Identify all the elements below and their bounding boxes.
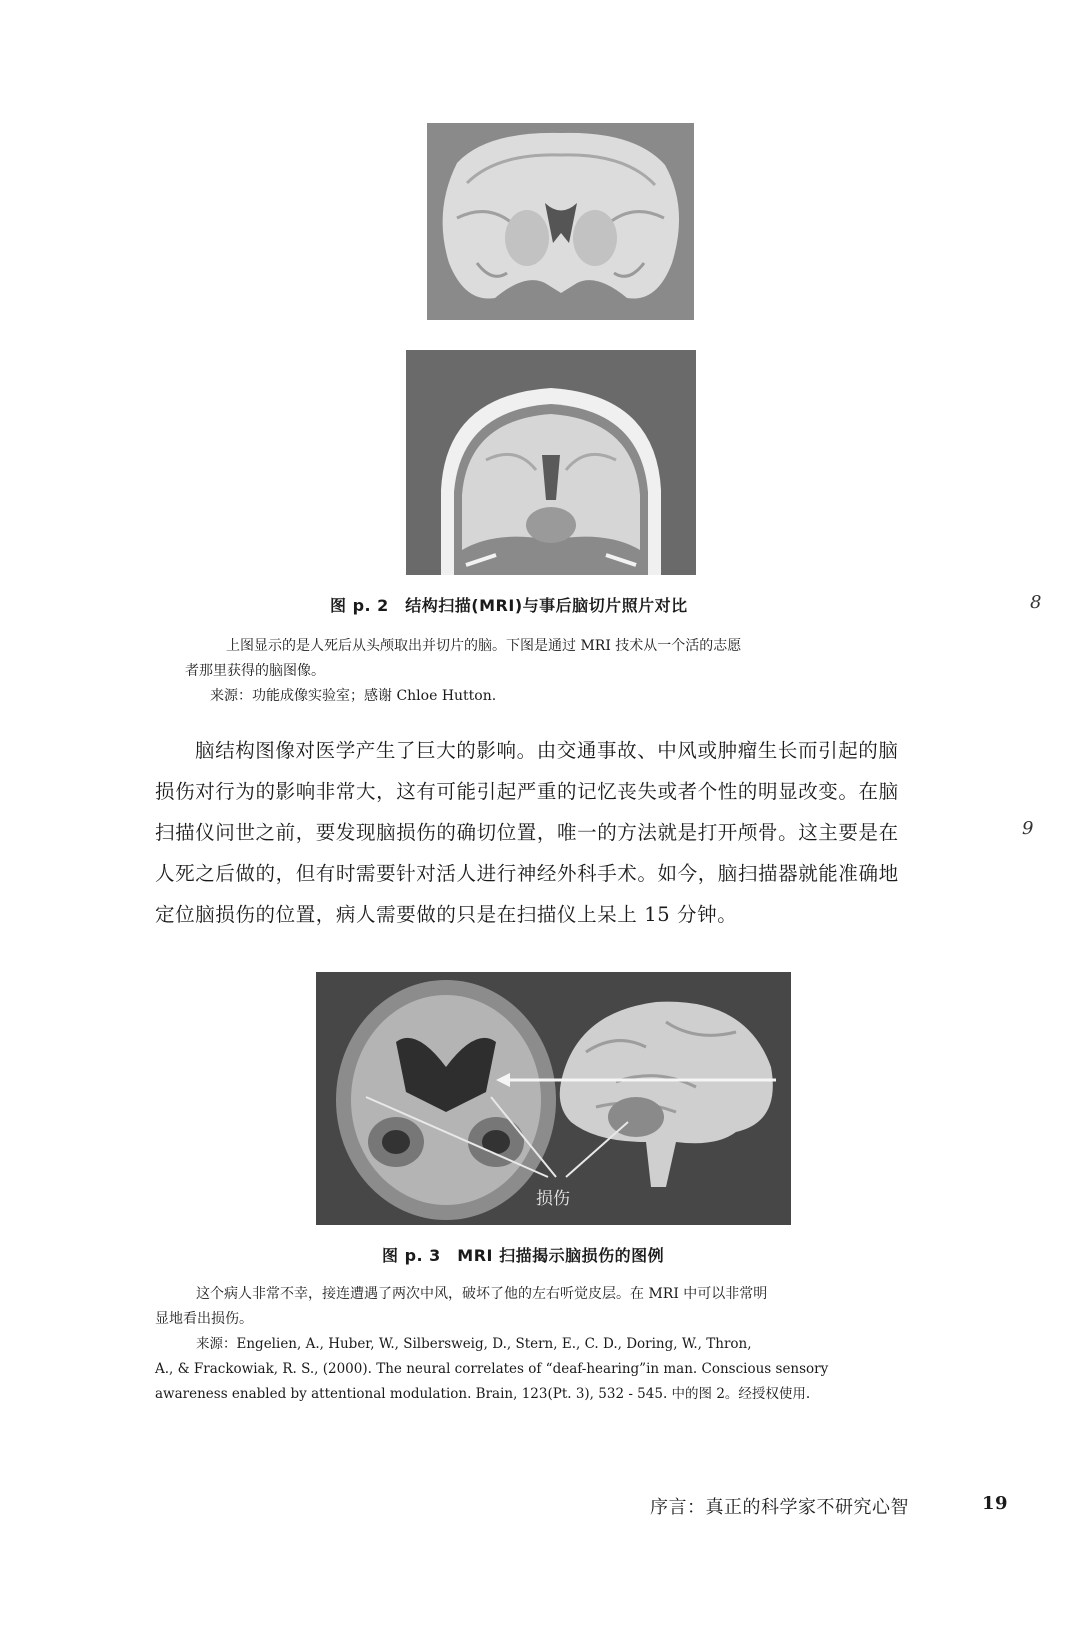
body-line-4: 人死之后做的，但有时需要针对活人进行神经外科手术。如今，脑扫描器就能准确地 bbox=[155, 862, 899, 885]
running-footer-chapter-title: 序言：真正的科学家不研究心智 bbox=[650, 1497, 909, 1518]
body-line-2: 损伤对行为的影响非常大，这有可能引起严重的记忆丧失或者个性的明显改变。在脑 bbox=[155, 780, 899, 803]
margin-page-marker-8: 8 bbox=[1030, 592, 1042, 613]
figure-p3-source-line3: awareness enabled by attentional modulation. Brain, 123(Pt. 3), 532 - 545. 中的图 2。经授权使用. bbox=[155, 1386, 811, 1402]
figure-p3-source-line2: A., & Frackowiak, R. S., (2000). The neural correlates of “deaf-hearing”in man. Conscious sensory bbox=[155, 1361, 829, 1377]
body-line-5: 定位脑损伤的位置，病人需要做的只是在扫描仪上呆上 15 分钟。 bbox=[155, 903, 738, 926]
figure-p3-caption-line1: 这个病人非常不幸，接连遭遇了两次中风，破坏了他的左右听觉皮层。在 MRI 中可以非常明 bbox=[196, 1286, 768, 1302]
brain-slice-photo bbox=[427, 123, 694, 320]
lesion-label: 损伤 bbox=[536, 1189, 570, 1209]
figure-p2-source: 来源：功能成像实验室；感谢 Chloe Hutton. bbox=[210, 688, 497, 704]
figure-p3-title: 图 p. 3 MRI 扫描揭示脑损伤的图例 bbox=[382, 1246, 665, 1265]
figure-p3-caption-line2: 显地看出损伤。 bbox=[155, 1311, 253, 1327]
page-number: 19 bbox=[982, 1493, 1009, 1514]
figure-p2-caption-line1: 上图显示的是人死后从头颅取出并切片的脑。下图是通过 MRI 技术从一个活的志愿 bbox=[226, 638, 742, 654]
figure-p3-source-line1: 来源：Engelien, A., Huber, W., Silbersweig, D., Stern, E., C. D., Doring, W., Thron, bbox=[196, 1336, 752, 1352]
body-line-3: 扫描仪问世之前，要发现脑损伤的确切位置，唯一的方法就是打开颅骨。这主要是在 bbox=[155, 821, 899, 844]
figure-p2-caption-line2: 者那里获得的脑图像。 bbox=[185, 663, 325, 679]
body-line-1: 脑结构图像对医学产生了巨大的影响。由交通事故、中风或肿瘤生长而引起的脑 bbox=[195, 739, 899, 762]
margin-page-marker-9: 9 bbox=[1022, 818, 1034, 839]
mri-lesion-figure bbox=[316, 972, 791, 1225]
mri-coronal-image bbox=[406, 350, 696, 575]
figure-p2-title: 图 p. 2 结构扫描(MRI)与事后脑切片照片对比 bbox=[330, 596, 688, 615]
